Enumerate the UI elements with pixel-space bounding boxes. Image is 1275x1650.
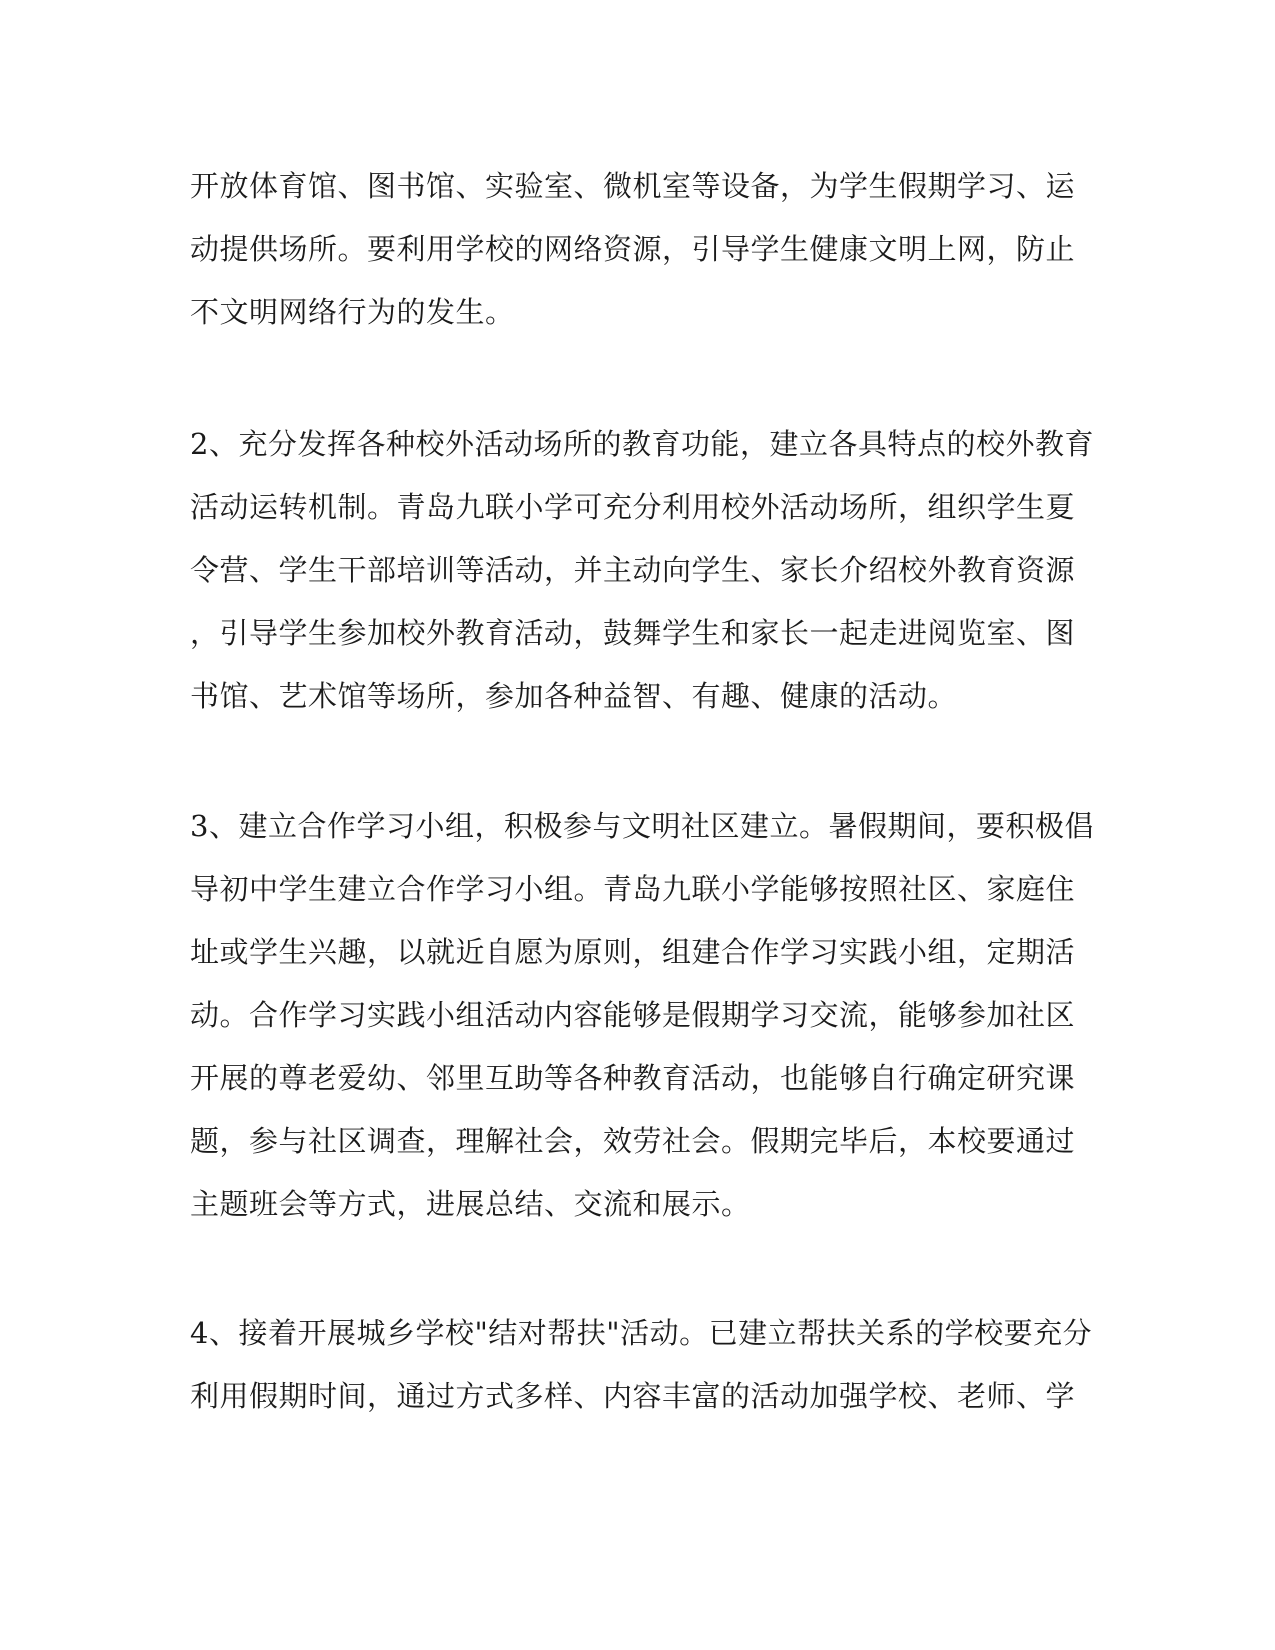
paragraph-3 [190, 795, 1094, 1236]
text-line: 主题班会等方式，进展总结、交流和展示。 [190, 1187, 751, 1221]
text-line: 址或学生兴趣，以就近自愿为原则，组建合作学习实践小组，定期活 [190, 935, 1076, 969]
text-line: 开展的尊老爱幼、邻里互助等各种教育活动，也能够自行确定研究课 [190, 1061, 1076, 1095]
text-line: 动提供场所。要利用学校的网络资源，引导学生健康文明上网，防止 [190, 232, 1076, 266]
text-line: ，引导学生参加校外教育活动，鼓舞学生和家长一起走进阅览室、图 [190, 616, 1076, 650]
text-line: 令营、学生干部培训等活动，并主动向学生、家长介绍校外教育资源 [190, 553, 1076, 587]
paragraph-1 [190, 155, 1090, 344]
text-line: 2、充分发挥各种校外活动场所的教育功能，建立各具特点的校外教育 [190, 427, 1094, 461]
text-line: 动。合作学习实践小组活动内容能够是假期学习交流，能够参加社区 [190, 998, 1076, 1032]
text-line: 开放体育馆、图书馆、实验室、微机室等设备，为学生假期学习、运 [190, 169, 1076, 203]
paragraph-4 [190, 1302, 1093, 1428]
paragraph-2 [190, 413, 1094, 728]
text-line: 活动运转机制。青岛九联小学可充分利用校外活动场所，组织学生夏 [190, 490, 1076, 524]
text-line: 导初中学生建立合作学习小组。青岛九联小学能够按照社区、家庭住 [190, 872, 1076, 906]
text-line: 不文明网络行为的发生。 [190, 295, 515, 329]
text-line: 利用假期时间，通过方式多样、内容丰富的活动加强学校、老师、学 [190, 1379, 1076, 1413]
text-line: 4、接着开展城乡学校"结对帮扶"活动。已建立帮扶关系的学校要充分 [190, 1316, 1093, 1350]
text-line: 题，参与社区调查，理解社会，效劳社会。假期完毕后，本校要通过 [190, 1124, 1076, 1158]
text-line: 3、建立合作学习小组，积极参与文明社区建立。暑假期间，要积极倡 [190, 809, 1094, 843]
text-line: 书馆、艺术馆等场所，参加各种益智、有趣、健康的活动。 [190, 679, 958, 713]
